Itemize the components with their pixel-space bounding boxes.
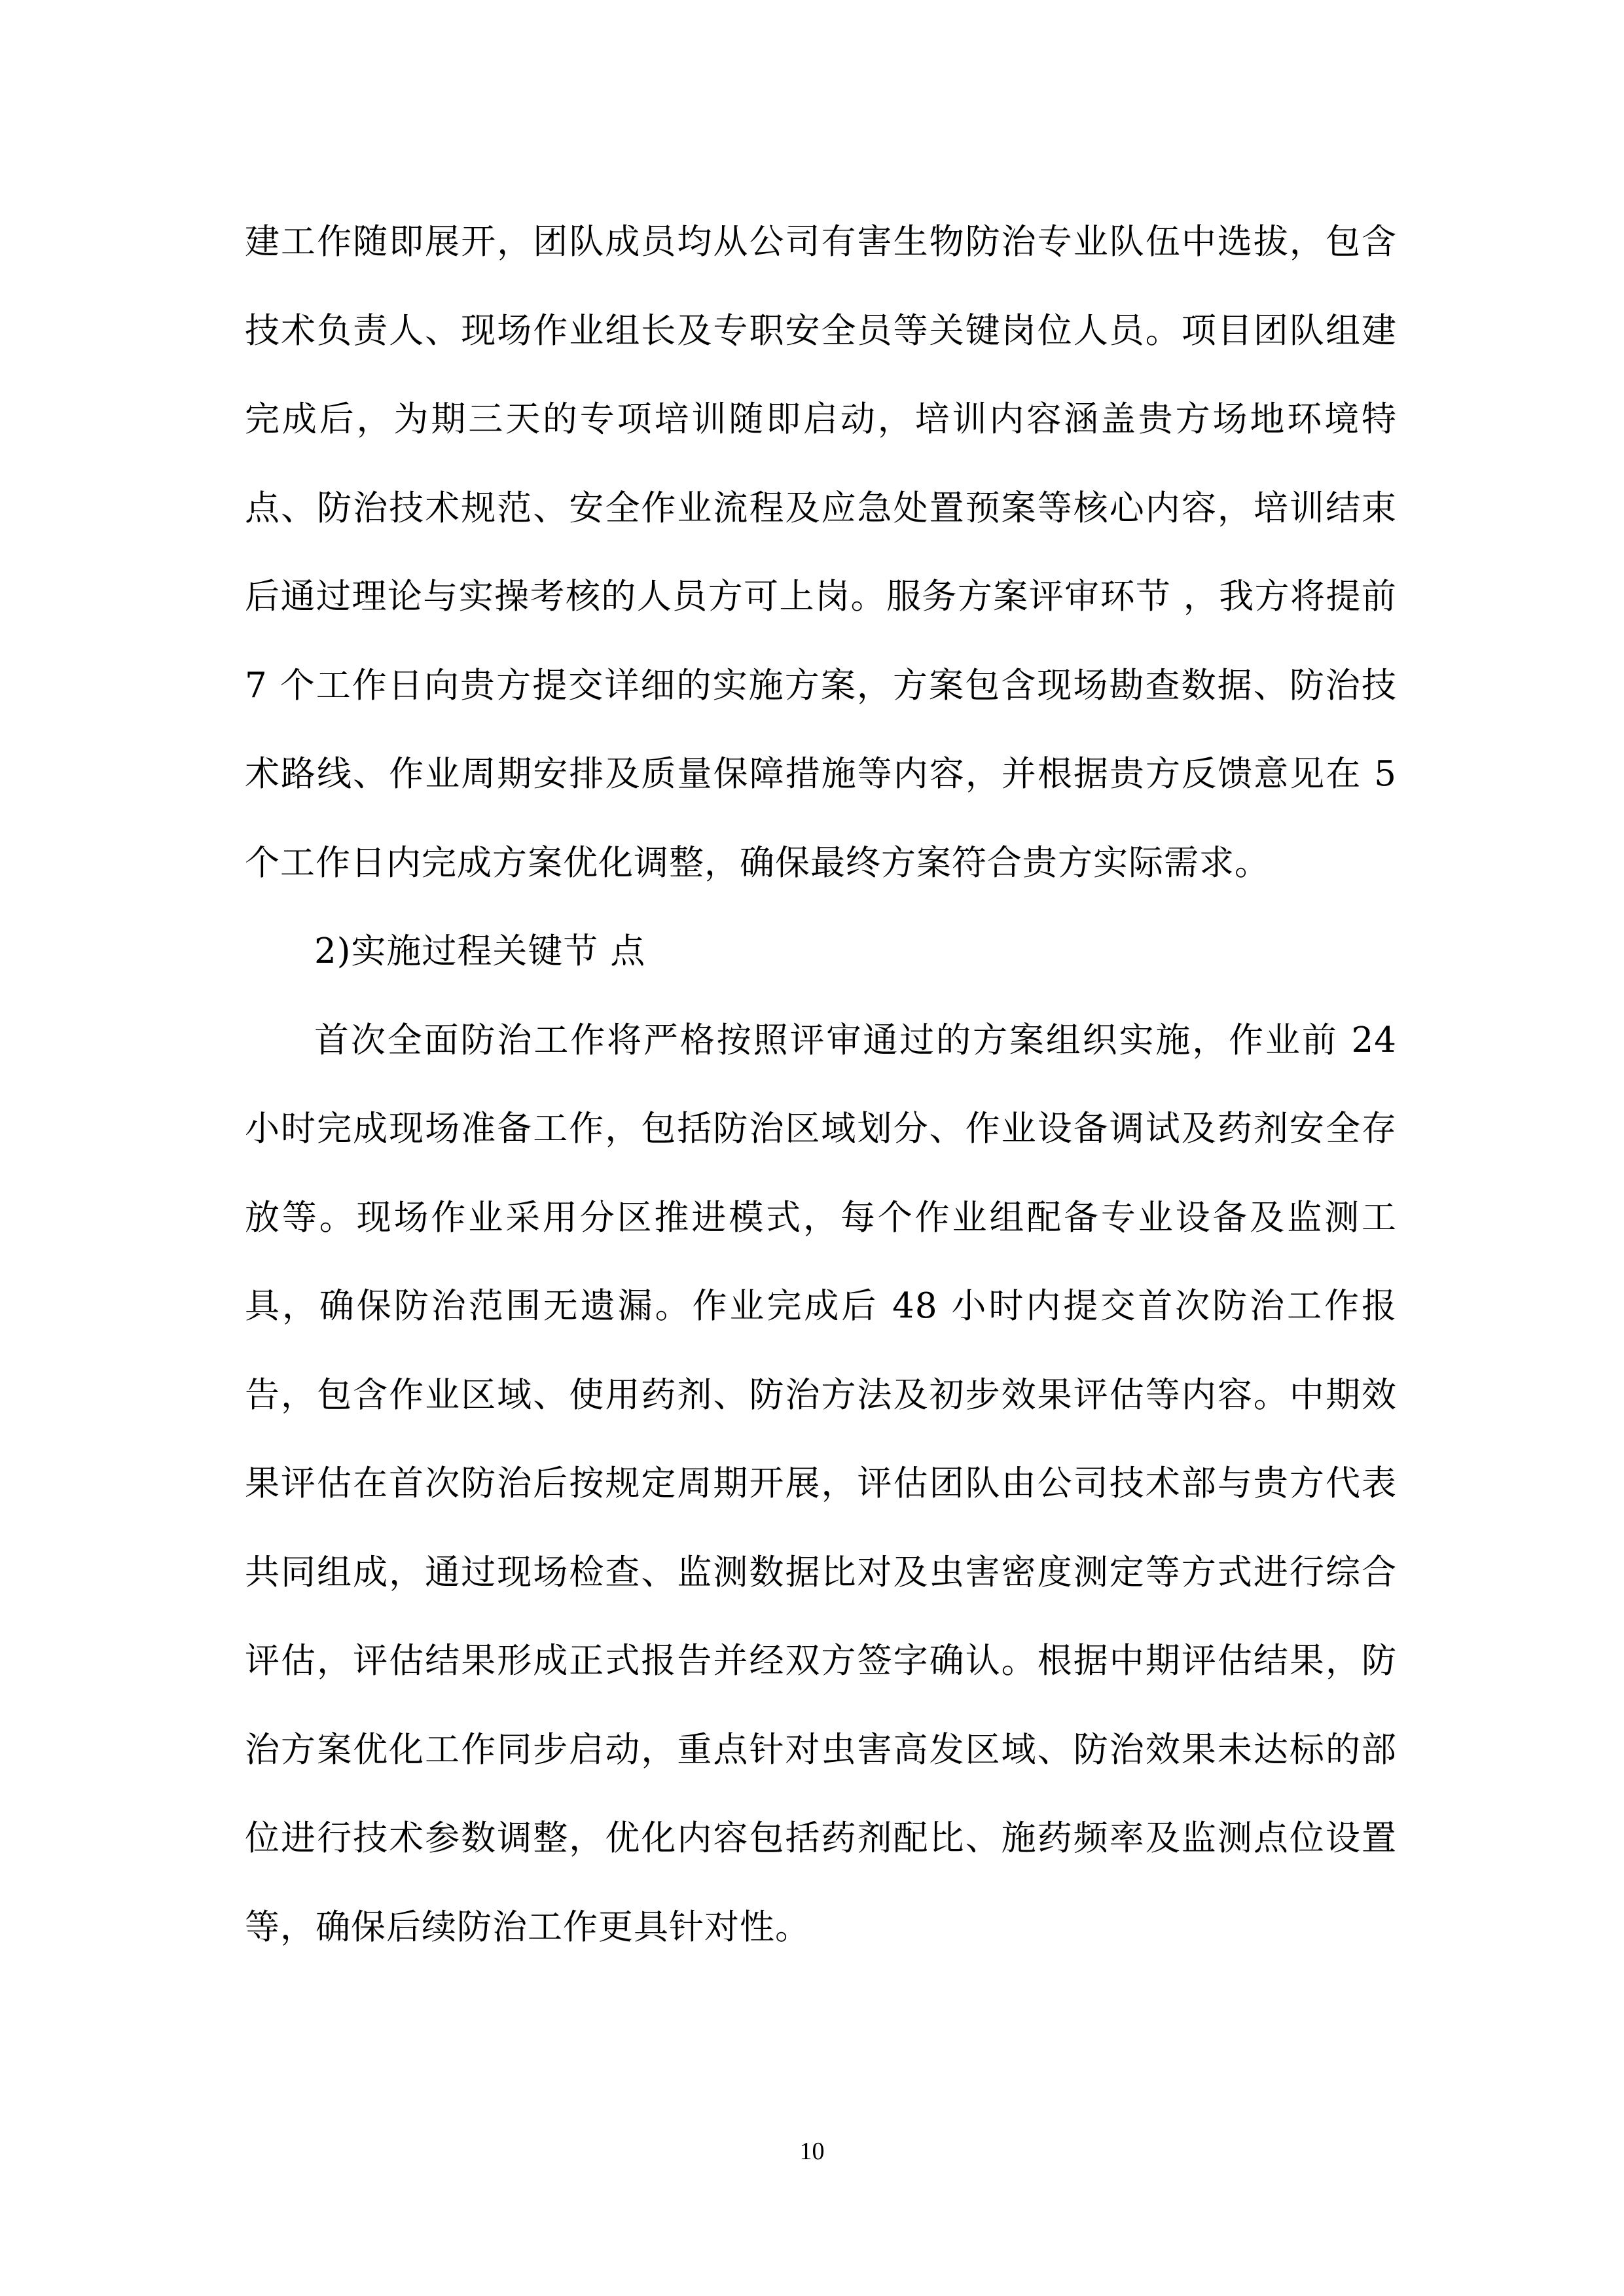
document-body — [245, 198, 1397, 1971]
body-paragraph-implementation: 首次全面防治工作将严格按照评审通过的方案组织实施，作业前 24 小时完成现场准备工作，包括防治区域划分、作业设备调试及药剂安全存放等。现场作业采用分区推进模式，每个作业组配备专业设备及监测工具，确保防治范围无遗漏。作业完成后 48 小时内提交首次防治工作报告，包含作业区域、使用药剂、防治方法及初步效果评估等内容。中期效果评估在首次防治后按规定周期开展，评估团队由公司技术部与贵方代表共同组成，通过现场检查、监测数据比对及虫害密度测定等方式进行综合评估，评估结果形成正式报告并经双方签字确认。根据中期评估结果，防治方案优化工作同步启动，重点针对虫害高发区域、防治效果未达标的部位进行技术参数调整，优化内容包括药剂配比、施药频率及监测点位设置等，确保后续防治工作更具针对性。 — [245, 1020, 1397, 1947]
body-paragraph-continued: 建工作随即展开，团队成员均从公司有害生物防治专业队伍中选拔，包含技术负责人、现场作业组长及专职安全员等关键岗位人员。项目团队组建完成后，为期三天的专项培训随即启动，培训内容涵盖贵方场地环境特点、防治技术规范、安全作业流程及应急处置预案等核心内容，培训结束后通过理论与实操考核的人员方可上岗。服务方案评审环节 ，我方将提前 7 个工作日向贵方提交详细的实施方案，方案包含现场勘查数据、防治技术路线、作业周期安排及质量保障措施等内容，并根据贵方反馈意见在 5 个工作日内完成方案优化调整，确保最终方案符合贵方实际需求。 — [245, 222, 1397, 883]
page-number: 10 — [799, 2138, 825, 2165]
section-heading: 2)实施过程关键节 点 — [314, 931, 646, 971]
